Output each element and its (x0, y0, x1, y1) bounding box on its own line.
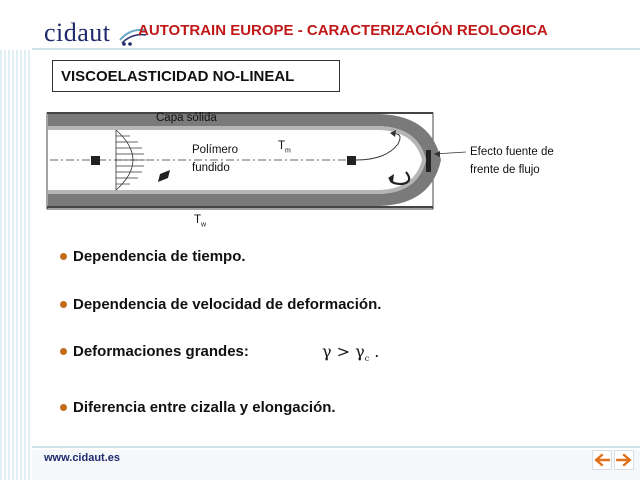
label-tm: $T_m$ (278, 140, 291, 155)
header-divider (32, 48, 640, 50)
next-slide-button[interactable] (614, 450, 634, 470)
label-capa-solida: Capa sólida (156, 112, 217, 124)
bullet-item (60, 341, 249, 361)
bullet-item (60, 246, 246, 266)
label-efecto-fuente: Efecto fuente de (470, 146, 554, 158)
page-title: AUTOTRAIN EUROPE - CARACTERIZACIÓN REOLOGICA (138, 22, 548, 39)
bullet-text: Dependencia de tiempo. (73, 247, 246, 265)
bullet-dot-icon (60, 348, 67, 355)
bullet-dot-icon (60, 404, 67, 411)
bullet-text: Diferencia entre cizalla y elongación. (73, 398, 336, 416)
footer-url: www.cidaut.es (44, 452, 121, 464)
footer-divider (32, 446, 640, 448)
label-polimero: Polímero (192, 144, 239, 156)
cidaut-logo: cidaut (44, 18, 111, 47)
bullet-dot-icon (60, 301, 67, 308)
bullet-text: Dependencia de velocidad de deformación. (73, 295, 382, 313)
bullet-item (60, 294, 381, 314)
bullet-text: Deformaciones grandes: (73, 342, 249, 360)
left-decorative-stripes (0, 0, 32, 480)
section-heading: VISCOELASTICIDAD NO-LINEAL (61, 68, 295, 85)
label-frente-flujo: frente de flujo (470, 164, 540, 176)
section-heading-box (52, 60, 340, 92)
arrow-left-icon (594, 453, 610, 467)
flow-front-diagram (46, 112, 606, 241)
bullet-item (60, 397, 336, 417)
footer-band (32, 450, 640, 480)
label-fundido: fundido (192, 162, 230, 174)
bullet-dot-icon (60, 253, 67, 260)
label-tw: $T_w$ (194, 214, 207, 229)
prev-slide-button[interactable] (592, 450, 612, 470)
arrow-right-icon (616, 453, 632, 467)
critical-strain-formula: $\gamma > \gamma_c$ . (322, 342, 380, 364)
